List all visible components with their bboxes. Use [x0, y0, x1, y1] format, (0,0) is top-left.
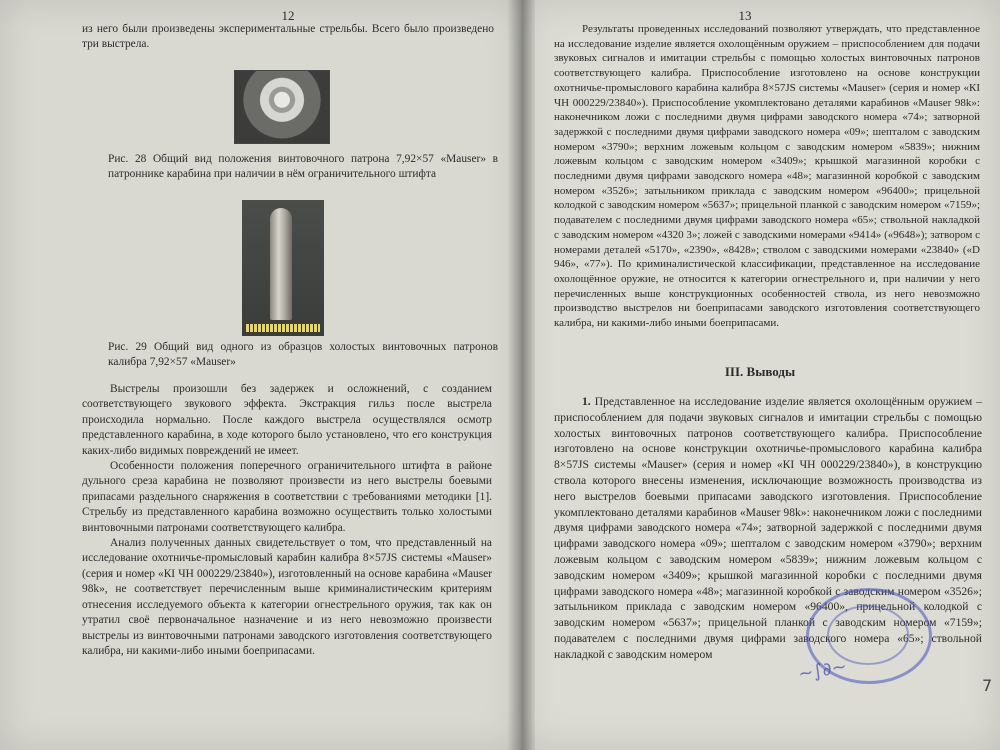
page-number: 12 [281, 8, 295, 23]
signature-icon: ~∫∂~ [796, 655, 849, 686]
conclusion-number: 1. [582, 395, 591, 408]
intro-paragraph: из него были произведены экспериментальные стрельбы. Всего было произведено три выстрела. [82, 23, 494, 51]
page-number: 13 [738, 8, 752, 23]
conclusion-paragraph: Представленное на исследование изделие является охолощённым оружием – приспособлением для подачи звуковых сигналов и имитации стрельбы с помощью холостых винтовочных патронов соответствующего калибра. Приспособление изготовлено на основе конструкции охотничье-промыслового карабина калибра 8×57JS системы «Mauser» (серия и номер «КI ЧН 000229/23840»), в конструкцию ствола которого внесены изменения, исключающие возможность производства из него выстрелов боевыми припасами заводского изготовления. Приспособление укомплектовано деталями карабинов «Mauser 98k»: наконечником ложи с последними двумя цифрами заводского номера «74»; затворной задержкой с последними двумя цифрами заводского номера «09»; шепталом с заводским номером «3790»; верхним ложевым кольцом с заводским номером «5839»; нижним ложевым кольцом с заводским номером «3409»; крышкой магазинной коробки с последними двумя цифрами заводского номера «48»; магазинной коробкой с заводским номером «3526»; затыльником приклада с заводским номером «96400», прицельной колодкой с заводским номером «5637»; прицельной планкой с заводским номером «7159»; подавателем с последними двумя цифрами заводского номера «65»; ствольной накладкой с заводским номером [554, 395, 982, 661]
figure-28-caption: Рис. 28 Общий вид положения винтовочного патрона 7,92×57 «Mauser» в патроннике карабина при наличии в нём ограничительного штифта [108, 153, 498, 181]
figure-28-photo [234, 70, 330, 144]
body-text [82, 382, 492, 659]
paragraph: Особенности положения поперечного ограничительного штифта в районе дульного среза карабина не позволяют произвести из него выстрелы боевыми припасами раздельного снаряжения в соответствии с требованиями методики [1]. Стрельбу из представленного карабина возможно осуществить только холостыми винтовочными патронами соответствующего калибра. [82, 460, 492, 534]
figure-29-caption: Рис. 29 Общий вид одного из образцов холостых винтовочных патронов калибра 7,92×57 «Mauser» [108, 341, 498, 369]
paragraph: Анализ полученных данных свидетельствует о том, что представленный на исследование охотничье-промысловый карабин калибра 8×57JS системы «Mauser» (серия и номер «КI ЧН 000229/23840»), изготовленный на основе карабина «Mauser 98k», не соответствует перечисленным выше криминалистическим критериям отнесения исследуемого объекта к категории огнестрельного оружия, так как он утратил своё первоначальное назначение и из него невозможно произвести выстрелы из винтовочными патронами заводского изготовления соответствующего калибра, ни какими-либо иными боеприпасами. [82, 537, 492, 657]
results-paragraph: Результаты проведенных исследований позволяют утверждать, что представленное на исследование изделие является охолощённым оружием – приспособлением для подачи звуковых сигналов и имитации стрельбы с помощью холостых винтовочных патронов соответствующего калибра. Приспособление изготовлено на основе конструкции охотничье-промыслового карабина калибра 8×57JS системы «Mauser» (серия и номер «КI ЧН 000229/23840»). Приспособление укомплектовано деталями карабинов «Mauser 98k»: наконечником ложи с последними двумя цифрами заводского номера «74»; затворной задержкой с последними двумя цифрами заводского номера «09»; шепталом с заводским номером «3790»; верхним ложевым кольцом с заводским номером «5839»; нижним ложевым кольцом с заводским номером «3409»; крышкой магазинной коробки с последними двумя цифрами заводского номера «48»; магазинной коробкой с заводским номером «3526»; затыльником приклада с заводским номером «96400»; прицельной колодкой с заводским номером «5637»; прицельной планкой с заводским номером «7159»; подавателем с последними двумя цифрами заводского номера «65»; ствольной накладкой с заводским номером «4320 3»; ложей с заводскими номерами «9414» («9648»); затвором с номерами деталей «5170», «2390», «8428»; стволом с заводскими номерами «23840» («D 946», «77»). По криминалистической классификации, представленное на исследование охолощённое оружие, не относится к категории огнестрельного и, при наличии у него перечисленных выше конструкционных особенностей ствола, из него невозможно производство выстрелов ни боеприпасами заводского изготовления соответствующего калибра, ни какими-либо иными боеприпасами. [554, 23, 980, 330]
ruler-image [246, 324, 320, 332]
book-gutter [507, 0, 535, 750]
figure-29-photo [242, 200, 324, 336]
section-heading: III. Выводы [724, 364, 796, 379]
margin-number: 7 [982, 676, 993, 695]
paragraph: Выстрелы произошли без задержек и осложнений, с созданием соответствующего звукового эффекта. Экстракция гильз после выстрела происходила нормально. После каждого выстрела осуществлялся осмотр представленного карабина, в ходе которого было установлено, что его конструкция каких-либо видимых повреждений не имеет. [82, 383, 492, 457]
cartridge-image [270, 208, 292, 320]
